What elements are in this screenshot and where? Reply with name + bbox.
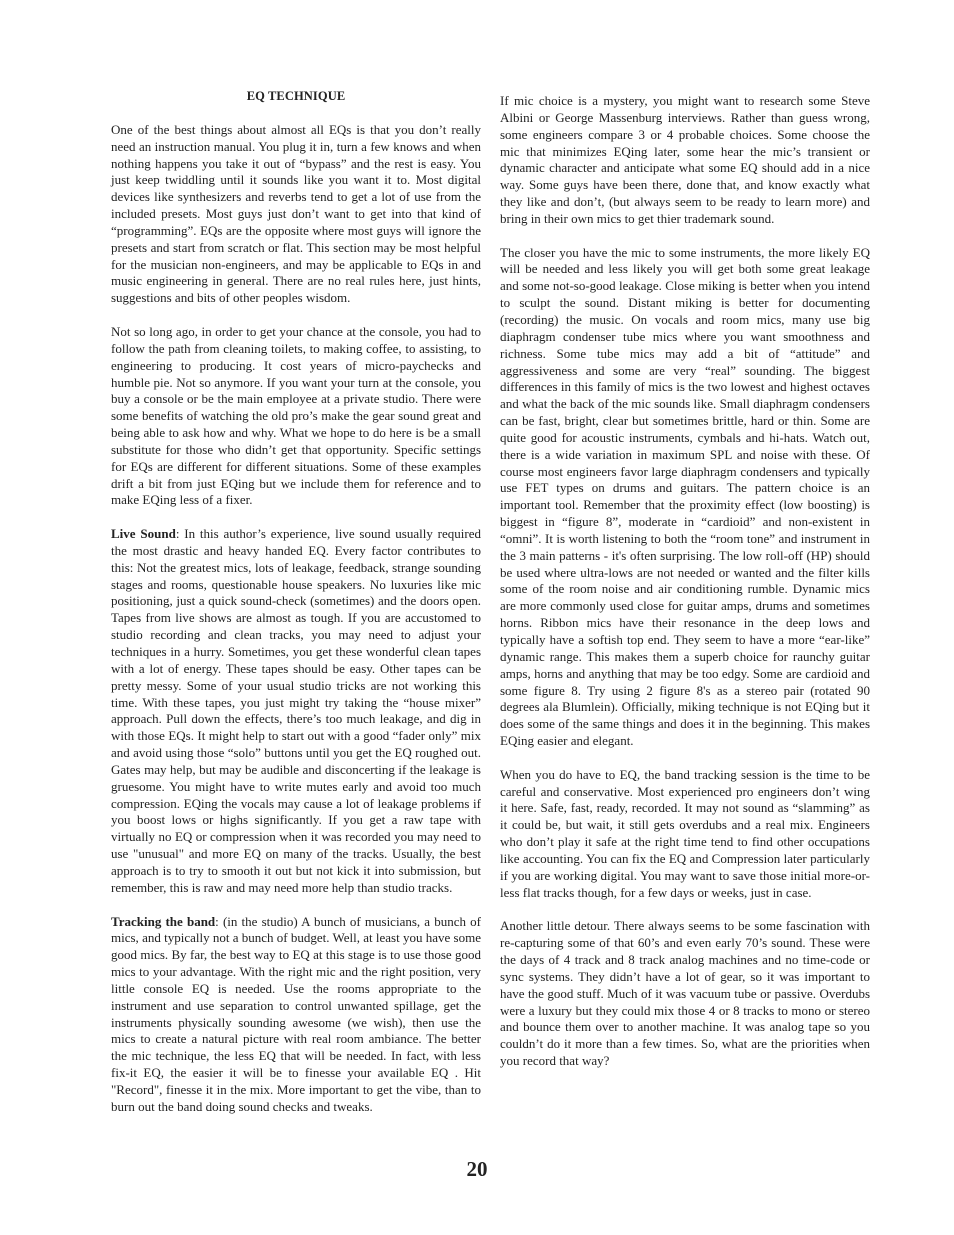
live-sound-lead: Live Sound bbox=[111, 526, 176, 542]
section-heading: EQ TECHNIQUE bbox=[246, 89, 346, 103]
paragraph-live-sound bbox=[111, 526, 481, 897]
tracking-band-lead: Tracking the band bbox=[111, 913, 216, 929]
paragraph-tracking-eq: When you do have to EQ, the band tracking session is the time to be careful and conservative. Most experienced pro engineers don’t wing it here. Safe, fast, ready, recorded. It may not sound as “slamming” as it could be, but wait, it still gets overdubs and a real mix. Engineers who don’t play it safe at the right time tend to find other occupations like accounting. You can fix the EQ and Compression later particularly if you are working digital. You may want to save those initial more-or-less flat tracks though, for a few days or weeks, just in case. bbox=[500, 766, 870, 900]
right-column bbox=[500, 93, 870, 1087]
paragraph-console-history: Not so long ago, in order to get your chance at the console, you had to follow the path from cleaning toilets, to making coffee, to assisting, to engineering to producing. It cost years of micro-paychecks and humble pie. Not so anymore. If you want your turn at the console, you buy a console or be the main employee at a private studio. There were some benefits of watching the old pro’s make the gear sound great and being able to ask how and why. What we hope to do here is be a small substitute for those who didn’t get that opportunity. Specific settings for EQs are different for different situations. Some of these examples drift a bit from just EQing but we include them for reference and to make EQing less of a fixer. bbox=[111, 323, 481, 508]
tracking-band-body: : (in the studio) A bunch of musicians, a bunch of mics, and typically not a bunch of budget. Well, at least you have some good mics. By far, the best way to EQ at this stage is to use those good mics to your advantage. With the right mic and the right position, very little console EQ is needed. Use the rooms appropriate to the instrument and use separation to control unwanted spillage, get the instruments physically sounding awesome (we wish), then use the mics to create a natural picture with real room ambiance. The better the mic technique, the less EQ that will be needed. In fact, with less fix-it EQ, the easier it will be to finesse your available EQ . Hit "Record", finesse it in the mix. More important to get the vibe, than to burn out the band doing sound checks and tweaks. bbox=[111, 913, 481, 1114]
paragraph-mic-choice: If mic choice is a mystery, you might want to research some Steve Albini or George Massenburg interviews. Rather than guess wrong, some engineers compare 3 or 4 probable choices. Some choose the mic that minimizes EQing later, some hear the mic’s transient or dynamic character and anticipate what some EQ should add in a nice way. Some guys have been there, done that, and know exactly what they like and don’t, (but always seem to be ready to learn more) and bring in their own mics to get thier trademark sound. bbox=[500, 93, 870, 226]
paragraph-tracking-band bbox=[111, 914, 481, 1116]
page-number: 20 bbox=[466, 1157, 488, 1181]
paragraph-intro: One of the best things about almost all EQs is that you don’t really need an instruction manual. You plug it in, turn a few knows and when nothing happens you take it out of “bypass” and the rest is easy. You just keep twiddling until it sounds like you want it to. Most digital devices like synthesizers and reverbs tend to get a lot of use from the included presets. Most guys just don’t want to get into that kind of “programming”. EQs are the opposite where most guys will ignore the presets and start from scratch or flat. This section may be most helpful for the musician non-engineers, and may be applicable to EQs in and music engineering in general. There are no real rules here, just hints, suggestions and bits of other peoples wisdom. bbox=[111, 121, 481, 306]
live-sound-body: : In this author’s experience, live sound usually required the most drastic and heavy handed EQ. Every factor contributes to this: Not the greatest mics, lots of leakage, feedback, strange sounding stages and rooms, questionable house speakers. No luxuries like mic positioning, just a quick sound-check (sometimes) and the doors open. Tapes from live shows are almost as tough. If you are accustomed to studio recording and clean tracks, you may need to adjust your techniques in a hurry. Sometimes, you get these wonderful clean tapes with a lot of energy. These tapes should be easy. Other tapes can be pretty messy. Some of your usual studio tricks are not working this time. With these tapes, you just might try taking the “house mixer” approach. Pull down the effects, there’s too much leakage, and dig in with those EQs. It might help to start out with a good “fader only” mix and avoid using those “solo” buttons until you get the EQ roughed out. Gates may help, but may be audible and disconcerting if the leakage is gruesome. You might have to write mutes early and avoid too much compression. EQing the vocals may cause a lot of leakage problems if you boost lows or highs significantly. If you get a raw tape with virtually no EQ or compression when it was recorded you may need to use "unusual" and more EQ on many of the tracks. Usually, the best approach is to try to smooth it out but not kick it into submission, but remember, this is raw and may need more help than studio tracks. bbox=[111, 526, 481, 895]
paragraph-detour: Another little detour. There always seems to be some fascination with re-capturing some of that 60’s and even early 70’s sound. These were the days of 4 track and 8 track analog machines and no time-code or sync systems. They didn’t have a lot of gear, so it was important to have the good stuff. Much of it was vacuum tube or passive. Overdubs were a luxury but they could mix those 4 or 8 tracks to mono or stereo and bounce them over to another machine. It was analog tape so you couldn’t do it more than a few times. So, what are the priorities when you record that way? bbox=[500, 918, 870, 1069]
left-column bbox=[111, 88, 481, 1132]
paragraph-mic-distance: The closer you have the mic to some instruments, the more likely EQ will be needed and less likely you will get both some great leakage and some not-so-good leakage. Close miking is better when you intend to sculpt the sound. Distant miking is better for documenting (recording) the music. On vocals and room mics, many use big diaphragm condenser tube mics where you want smoothness and richness. Some tube mics may add a bit of “attitude” and aggressiveness and some are very “real” sounding. The biggest differences in this family of mics is the two lowest and highest octaves and what the back of the mic sounds like. Small diaphragm condensers can be fast, bright, clear but sometimes brittle, hard or thin. Some are quite good for acoustic instruments, cymbals and hi-hats. Watch out, there is a wide variation in maximum SPL and noise with these. Of course most engineers favor large diaphragm condensers and typically use FET types on drums and guitars. The pattern choice is an important tool. Remember that the proximity effect (low boosting) is biggest in “figure 8”, moderate in “cardioid” and non-existent in “omni”. It is worth listening to both the “room tone” and instrument in the 3 main patterns - it's often surprising. The low roll-off (HP) should be used where ultra-lows are not needed or wanted and the filter kills some of the room noise and air conditioning rumble. Dynamic mics are more commonly used close for guitar amps, drums and sometimes horns. Ribbon mics have their resonance in the deep lows and typically have a softish top end. They seem to have a more “ear-like” dynamic range. This makes them a superb choice for raunchy guitar amps, horns and anything that may be too edgy. Some are cardioid and some figure 8. Try using 2 figure 8's as a stereo pair (rotated 90 degrees ala Blumlein). Officially, miking technique is not EQing but it does some of the same things and does it in the beginning. This makes EQing easier and elegant. bbox=[500, 244, 870, 749]
